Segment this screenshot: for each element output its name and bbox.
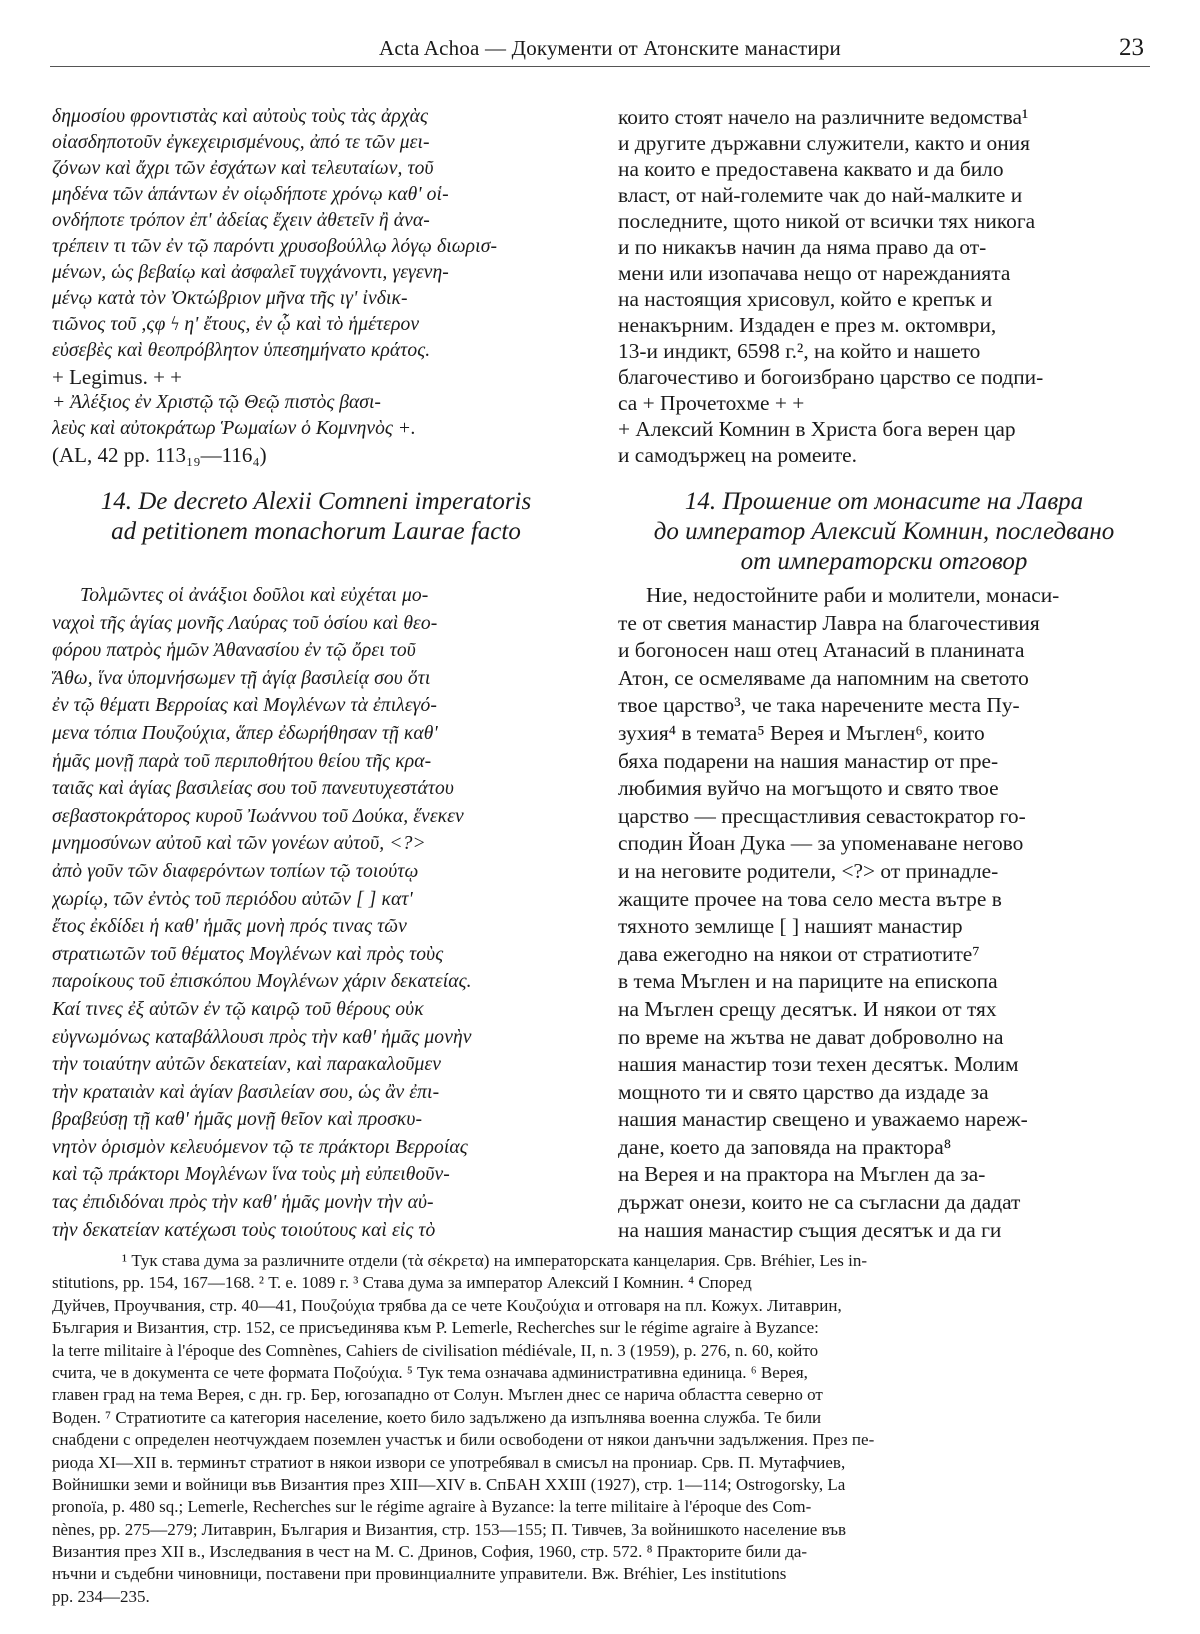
- text-line: бяха подарени на нашия манастир от пре-: [618, 748, 999, 773]
- footnote-line: ¹ Тук става дума за различните отдели (τὰ σέκρετα) на императорската канцелария. Срв. Bréhier, Les in-: [122, 1251, 868, 1270]
- text-line: ζόνων καὶ ἄχρι τῶν ἐσχάτων καὶ τελευταίων, τοῦ: [52, 158, 434, 179]
- text-line: ἀπὸ γοῦν τῶν διαφερόντων τοπίων τῷ τοιούτῳ: [52, 860, 419, 882]
- footnote-line: Войнишки земи и войници във Византия през XIII—XIV в. СпБАН XXIII (1927), стр. 1—114; Ostrogorsky, La: [52, 1474, 846, 1494]
- signature-line: λεὺς καὶ αὐτοκράτωρ Ῥωμαίων ὁ Κομνηνὸς +.: [52, 418, 416, 439]
- running-title: Acta Achoa — Документи от Атонските манастири: [379, 36, 841, 60]
- text-line: ἡμᾶς μονῇ παρὰ τοῦ περιποθήτου θείου τῆς κρα-: [52, 750, 432, 772]
- text-line: ναχοὶ τῆς ἁγίας μονῆς Λαύρας τοῦ ὁσίου καὶ θεο-: [52, 612, 438, 634]
- text-line: и самодържец на ромеите.: [618, 443, 858, 467]
- signature-block: [52, 364, 580, 468]
- header-rule: [50, 66, 1150, 67]
- text-line: μηδένα τῶν ἁπάντων ἐν οἱῳδήποτε χρόνῳ καθ' οἱ-: [52, 184, 449, 205]
- text-line: държат онези, които не са съгласни да дадат: [618, 1190, 1021, 1215]
- text-line: παροίκους τοῦ ἐπισκόπου Μογλένων χάριν δεκατείας.: [52, 971, 472, 993]
- top-right-column: [618, 104, 1150, 468]
- text-line: ονδήποτε τρόπον ἐπ' ἀδείας ἔχειν ἀθετεῖν ἢ ἀνα-: [52, 210, 430, 231]
- text-line: τας ἐπιδιδόναι πρὸς τὴν καθ' ἡμᾶς μονὴν τὴν αὐ-: [52, 1192, 434, 1214]
- text-line: μνημοσύνων αὐτοῦ καὶ τῶν γονέων αὐτοῦ, <?>: [52, 833, 426, 855]
- footnote-line: счита, че в документа се чете формата Ποζούχια. ⁵ Тук тема означава административна единица. ⁶ Верея,: [52, 1362, 808, 1382]
- heading-line: 14. Прошение от монасите на Лавра: [684, 488, 1084, 515]
- text-line: дане, което да заповяда на практора⁸: [618, 1134, 952, 1159]
- section-heading-bulgarian: [618, 487, 1150, 577]
- greek-document-body: [52, 582, 580, 1244]
- text-line: нашия манастир свещено и уважаемо нареж-: [618, 1107, 1028, 1132]
- text-line: и другите държавни служители, както и ония: [618, 131, 1030, 155]
- footnote-line: stitutions, pp. 154, 167—168. ² Т. е. 1089 г. ³ Става дума за император Алексий I Комнин. ⁴ Според: [52, 1273, 752, 1293]
- text-line: τὴν τοιαύτην αὐτῶν δεκατείαν, καὶ παρακαλοῦμεν: [52, 1054, 442, 1076]
- text-line: мени или изопачава нещо от нарежданията: [618, 261, 1011, 285]
- text-line: στρατιωτῶν τοῦ θέματος Μογλένων καὶ πρὸς τοὺς: [52, 943, 444, 965]
- footnote-line: снабдени с определен неотчуждаем поземлен участък и били освободени от някои данъчни задължения. През пе-: [52, 1430, 875, 1450]
- footnote-line: pp. 234—235.: [52, 1586, 150, 1606]
- text-line: по време на жътва не дават доброволно на: [618, 1024, 1004, 1049]
- text-line: в тема Мъглен и на париците на епископа: [618, 969, 998, 994]
- text-line: на които е предоставена каквато и да било: [618, 157, 1004, 181]
- text-line: сподин Йоан Дука — за упоменаване негово: [618, 831, 1024, 856]
- text-line: καὶ τῷ πράκτορι Μογλένων ἵνα τοὺς μὴ εὐπειθοῦν-: [52, 1164, 450, 1186]
- translation-text-block: [618, 104, 1150, 468]
- text-line: ненакърним. Издаден е през м. октомври,: [618, 313, 997, 337]
- running-head: [50, 34, 1150, 68]
- text-line: са + Прочетохме + +: [618, 391, 805, 415]
- signature-line: + Ἀλέξιος ἐν Χριστῷ τῷ Θεῷ πιστὸς βασι-: [52, 392, 381, 413]
- text-line: εὐγνωμόνως καταβάλλουσι πρὸς τὴν καθ' ἡμᾶς μονὴν: [52, 1026, 472, 1048]
- text-line: и богоносен наш отец Атанасий в планината: [618, 638, 1025, 663]
- legimus-line: + Legimus. + +: [52, 365, 183, 389]
- text-line: μενα τόπια Πουζούχια, ἅπερ ἐδωρήθησαν τῇ καθ': [52, 722, 438, 744]
- footnote-line: nènes, pp. 275—279; Литаврин, България и Византия, стр. 153—155; П. Тивчев, За войнишкото население във: [52, 1519, 847, 1539]
- top-left-column: [52, 104, 580, 468]
- text-line: οἰασδηποτοῦν ἐγκεχειρισμένους, ἀπό τε τῶν μει-: [52, 132, 430, 153]
- heading-line: до император Алексий Комнин, последвано: [653, 518, 1115, 545]
- footnote-line: България и Византия, стр. 152, се присъединява към P. Lemerle, Recherches sur le régime agraire à Byzance:: [52, 1318, 819, 1338]
- text-line: Ние, недостойните раби и молители, монаси-: [646, 583, 1060, 607]
- footnotes: [52, 1250, 1152, 1608]
- text-line: σεβαστοκράτορος κυροῦ Ἰωάννου τοῦ Δούκα, ἕνεκεν: [52, 805, 464, 827]
- heading-line: ad petitionem monachorum Laurae facto: [111, 518, 521, 545]
- text-line: дава ежегодно на някои от стратиотите⁷: [618, 941, 980, 966]
- footnote-line: pronoïa, p. 480 sq.; Lemerle, Recherches sur le régime agraire à Byzance: la terre militaire à l'époque des Com-: [52, 1497, 812, 1517]
- text-line: δημοσίου φροντιστὰς καὶ αὐτοὺς τοὺς τὰς ἀρχὰς: [52, 106, 429, 127]
- footnote-line: нъчни и съдебни чиновници, поставени при провинциалните управители. Вж. Bréhier, Les institutions: [52, 1564, 787, 1584]
- text-line: + Алексий Комнин в Христа бога верен цар: [618, 417, 1016, 441]
- text-line: любимия вуйчо на могъщото и свято твое: [618, 776, 999, 801]
- heading-line: 14. De decreto Alexii Comneni imperatoris: [100, 488, 532, 515]
- text-line: ἐν τῷ θέματι Βερροίας καὶ Μογλένων τὰ ἐπιλεγό-: [52, 695, 437, 717]
- text-line: тяхното землище [ ] нашият манастир: [618, 914, 963, 939]
- text-line: благочестиво и богоизбрано царство се подпи-: [618, 365, 1044, 389]
- text-line: жащите прочее на това село места вътре в: [618, 886, 1002, 911]
- text-line: τὴν δεκατείαν κατέχωσι τοὺς τοιούτους καὶ εἰς τὸ: [52, 1219, 436, 1241]
- source-reference: (AL, 42 pp. 113₁₉—116₄): [52, 443, 267, 467]
- footnote-line: риода XI—XII в. терминът стратиот в някои извори се употребявал в смисъл на прониар. Срв. П. Мутафчиев,: [52, 1452, 846, 1472]
- heading-line: от императорски отговор: [740, 548, 1028, 575]
- text-line: твое царство³, че така наречените места Пу-: [618, 693, 1020, 718]
- footnote-line: главен град на тема Верея, с дн. гр. Бер, югозападно от Солун. Мъглен днес се нарича областта северно от: [52, 1385, 823, 1405]
- greek-text-block: [52, 104, 580, 364]
- text-line: те от светия манастир Лавра на благочестивия: [618, 610, 1040, 635]
- text-line: μένων, ὡς βεβαίῳ καὶ ἀσφαλεῖ τυγχάνοντι, γεγενη-: [52, 262, 449, 283]
- text-line: τρέπειν τι τῶν ἐν τῷ παρόντι χρυσοβούλλῳ λόγῳ διωρισ-: [52, 236, 498, 257]
- text-line: ταιᾶς καὶ ἁγίας βασιλείας σου τοῦ πανευτυχεστάτου: [52, 778, 454, 800]
- text-line: и на неговите родители, <?> от принадле-: [618, 858, 999, 883]
- text-line: εὐσεβὲς καὶ θεοπρόβλητον ὑπεσημήνατο κράτος.: [52, 340, 431, 361]
- page-number: 23: [1119, 34, 1144, 61]
- footnote-line: Воден. ⁷ Стратиотите са категория население, което било задължено да изпълнява военна служба. Те били: [52, 1407, 822, 1427]
- text-line: последните, щото никой от всички тях никога: [618, 209, 1036, 233]
- bulgarian-document-body: [618, 582, 1150, 1244]
- text-line: τιῶνος τοῦ ,ςφ ϟ η' ἔτους, ἐν ᾧ καὶ τὸ ἡμέτερον: [52, 314, 420, 335]
- text-line: Καί τινες ἐξ αὐτῶν ἐν τῷ καιρῷ τοῦ θέρους οὐκ: [52, 998, 424, 1020]
- text-line: Τολμῶντες οἱ ἀνάξιοι δοῦλοι καὶ εὐχέται μο-: [80, 585, 429, 606]
- text-line: които стоят начело на различните ведомства¹: [618, 105, 1029, 129]
- text-line: Атон, се осмеляваме да напомним на светото: [618, 665, 1029, 690]
- text-line: Ἄθω, ἵνα ὑπομνήσωμεν τῇ ἁγίᾳ βασιλείᾳ σου ὅτι: [52, 667, 431, 689]
- text-line: μένῳ κατὰ τὸν Ὀκτώβριον μῆνα τῆς ιγ' ἰνδικ-: [52, 288, 408, 309]
- text-line: на настоящия хрисовул, който е крепък и: [618, 287, 993, 311]
- text-line: χωρίῳ, τῶν ἐντὸς τοῦ περιόδου αὐτῶν [ ] κατ': [52, 888, 413, 910]
- section-heading-latin: [52, 487, 580, 547]
- text-line: βραβεύσῃ τῇ καθ' ἡμᾶς μονῇ θεῖον καὶ προσκυ-: [52, 1109, 423, 1131]
- text-line: на нашия манастир същия десятък и да ги: [618, 1217, 1002, 1242]
- footnote-line: Византия през XII в., Изследвания в чест на М. С. Дринов, София, 1960, стр. 572. ⁸ Практорите били да-: [52, 1542, 808, 1562]
- text-line: и по никакъв начин да няма право да от-: [618, 235, 987, 259]
- text-line: φόρου πατρὸς ἡμῶν Ἀθανασίου ἐν τῷ ὄρει τοῦ: [52, 640, 416, 662]
- text-line: νητὸν ὁρισμὸν κελευόμενον τῷ τε πράκτορι Βερροίας: [52, 1136, 468, 1158]
- text-line: 13-и индикт, 6598 г.², на който и нашето: [618, 339, 981, 363]
- text-line: власт, от най-големите чак до най-малките и: [618, 183, 1023, 207]
- footnote-line: la terre militaire à l'époque des Comnènes, Cahiers de civilisation médiévale, II, n. 3 (1959), p. 276, n. 60, който: [52, 1340, 819, 1360]
- text-line: ἔτος ἐκδίδει ἡ καθ' ἡμᾶς μονὴ πρός τινας τῶν: [52, 916, 407, 938]
- text-line: мощното ти и свято царство да издаде за: [618, 1079, 989, 1104]
- text-line: зухия⁴ в темата⁵ Верея и Мъглен⁶, които: [618, 720, 985, 745]
- text-line: нашия манастир този техен десятък. Молим: [618, 1052, 1019, 1077]
- text-line: на Верея и на практора на Мъглен да за-: [618, 1162, 986, 1187]
- text-line: царство — пресщастливия севастократор го-: [618, 803, 1026, 828]
- footnote-line: Дуйчев, Проучвания, стр. 40—41, Πουζούχια трябва да се чете Κουζούχια и отговаря на пл. Кожух. Литаврин,: [52, 1295, 842, 1315]
- text-line: на Мъглен срещу десятък. И някои от тях: [618, 996, 997, 1021]
- text-line: τὴν κραταιὰν καὶ ἁγίαν βασιλείαν σου, ὡς ἂν ἐπι-: [52, 1081, 440, 1103]
